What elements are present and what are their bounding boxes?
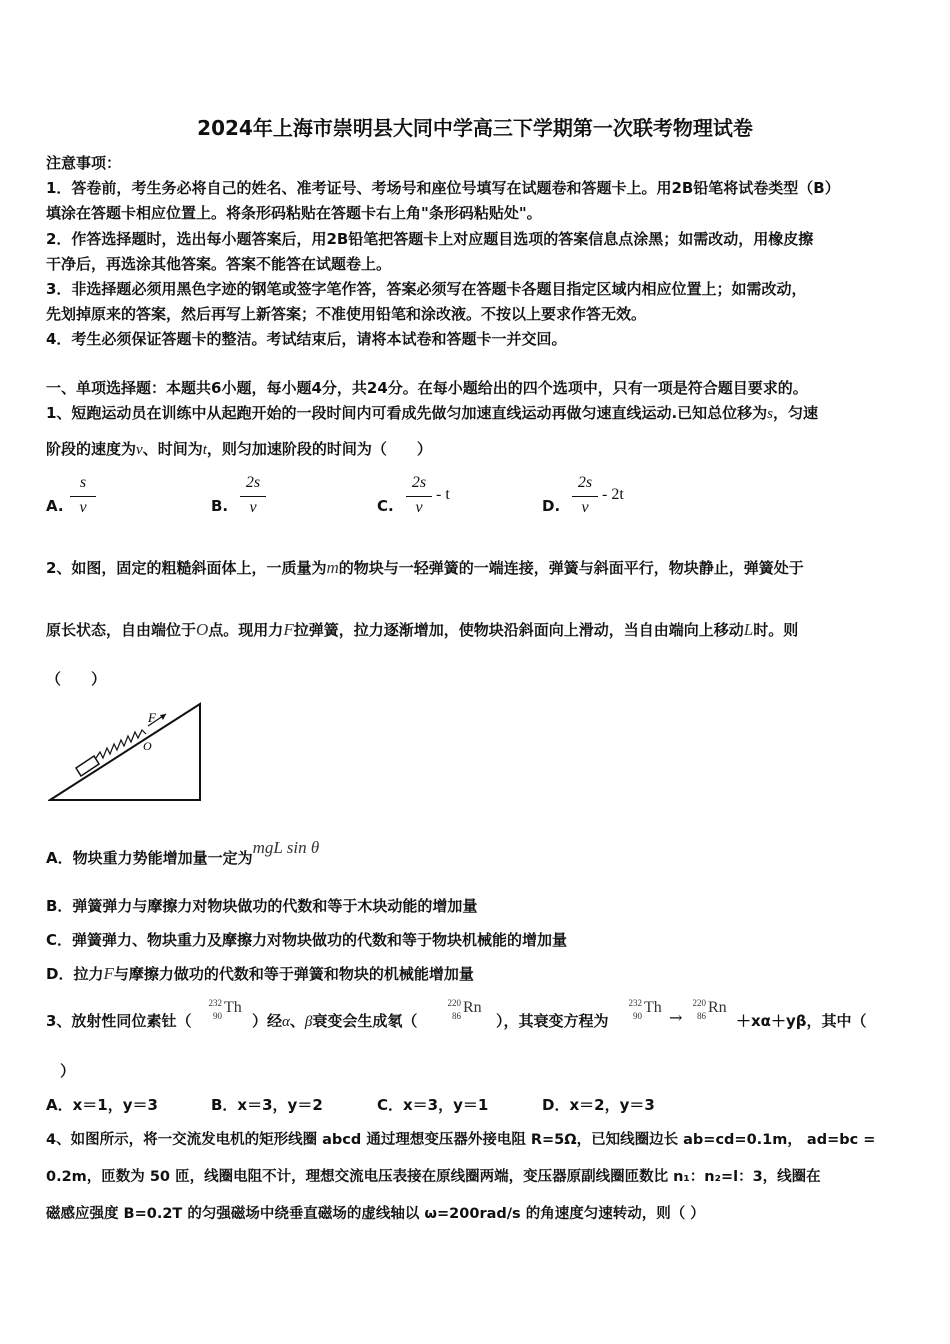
block-shape [76,756,99,776]
notice-line: 干净后，再选涂其他答案。答案不能答在试题卷上。 [46,255,392,273]
incline-triangle [50,704,200,800]
q2-text-line1: 2、如图，固定的粗糙斜面体上，一质量为m的物块与一轻弹簧的一端连接，弹簧与斜面平行，物块静止，弹簧处于 [46,558,804,577]
q3-option-b: B．x＝3，y＝2 [211,1096,323,1114]
notice-heading: 注意事项： [46,154,122,172]
q4-text-line3: 磁感应强度 B=0.2T 的匀强磁场中绕垂直磁场的虚线轴以 ω=200rad/s 的角速度匀速转动，则（ ） [46,1206,705,1222]
q3-part4: ），其衰变方程为 [496,1012,609,1030]
q3-part5: ＋xα＋yβ，其中（ [736,1012,867,1030]
q3-close: ） [60,1062,76,1080]
q2-text-line2: 原长状态，自由端位于O点。现用力F拉弹簧，拉力逐渐增加，使物块沿斜面向上滑动，当自由端向上移动L时。则 [46,620,799,639]
q1-option-d-label: D. [542,497,561,515]
notice-line: 3．非选择题必须用黑色字迹的钢笔或签字笔作答，答案必须写在答题卡各题目指定区域内相应位置上；如需改动， [46,280,807,298]
q3-option-a: A．x＝1，y＝3 [46,1096,158,1114]
q3-part2: ）经α、β衰变会生成氡（ [252,1012,418,1030]
notice-line: 先划掉原来的答案，然后再写上新答案；不准使用铅笔和涂改液。不按以上要求作答无效。 [46,305,647,323]
q4-text-line1: 4、如图所示，将一交流发电机的矩形线圈 abcd 通过理想变压器外接电阻 R=5Ω，已知线圈边长 ab=cd=0.1m， ad=bc = [46,1132,876,1148]
notice-line: 填涂在答题卡相应位置上。将条形码粘贴在答题卡右上角"条形码粘贴处"。 [46,204,542,222]
q2-answer-blank: （ ） [46,670,107,688]
figure-label-f: F [148,710,156,725]
figure-label-o: O [143,739,152,753]
notice-line: 4．考生必须保证答题卡的整洁。考试结束后，请将本试卷和答题卡一并交回。 [46,330,567,348]
q1-text-line1: 1、短跑运动员在训练中从起跑开始的一段时间内可看成先做匀加速直线运动再做匀速直线运动.已知总位移为s，匀速 [46,404,818,422]
q1-option-a-label: A. [46,497,64,515]
q1-option-c-label: C. [377,497,394,515]
q3-part1: 3、放射性同位素钍（ [46,1012,192,1030]
q1-text-line2: 阶段的速度为v、时间为t，则匀加速阶段的时间为（ ） [46,440,432,458]
q3-option-c: C．x＝3，y＝1 [377,1096,489,1114]
incline-figure [48,700,208,804]
notice-line: 2．作答选择题时，选出每小题答案后，用2B铅笔把答题卡上对应题目选项的答案信息点涂黑；如需改动，用橡皮擦 [46,230,814,248]
q2-option-a: A．物块重力势能增加量一定为mgL sin θ [46,838,320,867]
notice-line: 1．答卷前，考生务必将自己的姓名、准考证号、考场号和座位号填写在试题卷和答题卡上。用2B铅笔将试卷类型（B） [46,179,840,197]
decay-arrow: → [669,1008,683,1027]
q3-option-d: D．x＝2，y＝3 [542,1096,655,1114]
q2-option-c: C．弹簧弹力、物块重力及摩擦力对物块做功的代数和等于物块机械能的增加量 [46,931,568,949]
q2-option-b: B．弹簧弹力与摩擦力对物块做功的代数和等于木块动能的增加量 [46,897,478,915]
section-heading: 一、单项选择题：本题共6小题，每小题4分，共24分。在每小题给出的四个选项中，只有一项是符合题目要求的。 [46,379,808,397]
q1-option-b-label: B. [211,497,229,515]
q2-option-d: D．拉力F与摩擦力做功的代数和等于弹簧和物块的机械能增加量 [46,964,474,983]
page-title: 2024年上海市崇明县大同中学高三下学期第一次联考物理试卷 [197,116,753,140]
q4-text-line2: 0.2m，匝数为 50 匝，线圈电阻不计，理想交流电压表接在原线圈两端，变压器原副线圈匝数比 n₁：n₂=l：3，线圈在 [46,1169,821,1185]
